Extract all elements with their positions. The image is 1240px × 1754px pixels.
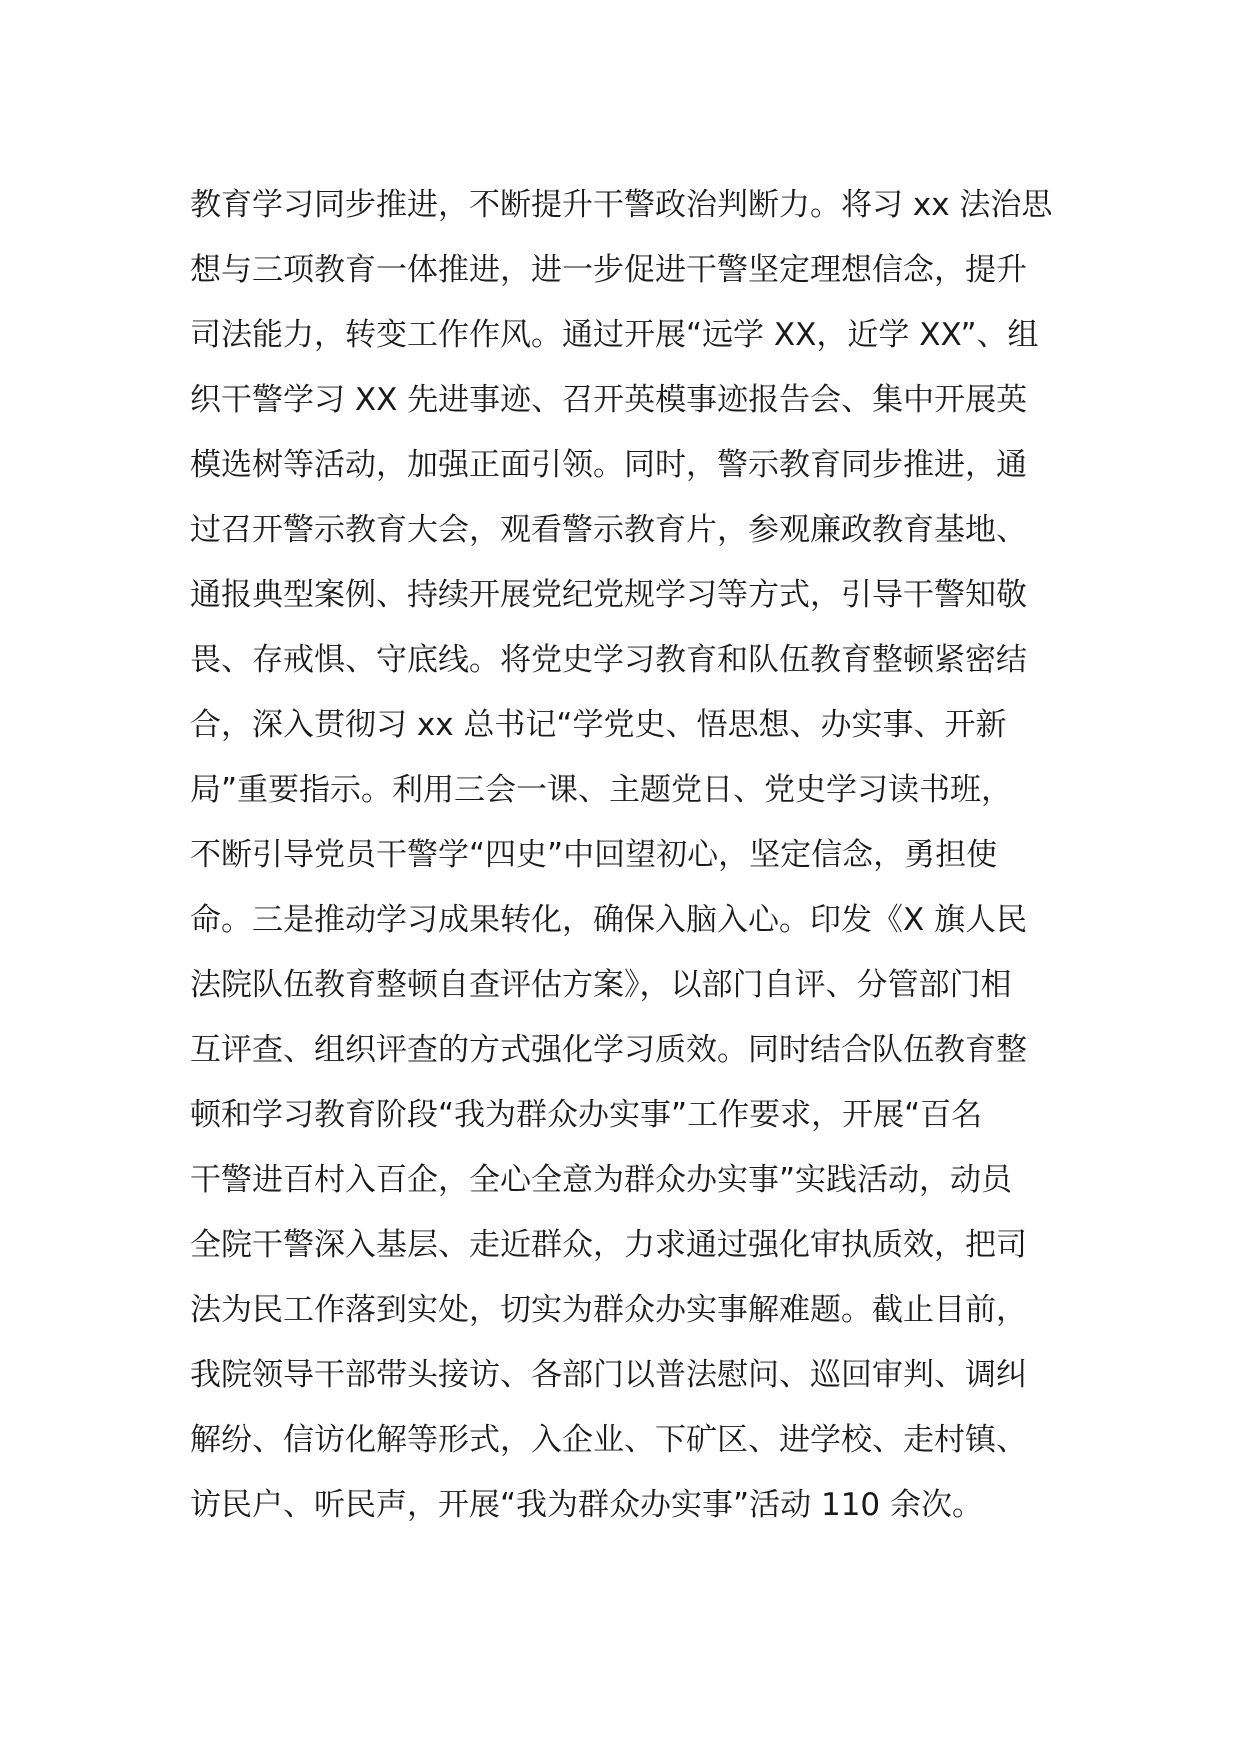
text-line-1: 教育学习同步推进，不断提升干警政治判断力。将习 xx 法治思 [190,187,1053,223]
text-line-2: 想与三项教育一体推进，进一步促进干警坚定理想信念，提升 [190,252,1027,288]
text-line-20: 解纷、信访化解等形式，入企业、下矿区、进学校、走村镇、 [190,1422,1027,1458]
text-line-5: 模选树等活动，加强正面引领。同时，警示教育同步推进，通 [190,447,1027,483]
text-line-12: 命。三是推动学习成果转化，确保入脑入心。印发《X 旗人民 [190,902,1028,938]
text-line-7: 通报典型案例、持续开展党纪党规学习等方式，引导干警知敬 [190,577,1027,613]
text-line-4: 织干警学习 XX 先进事迹、召开英模事迹报告会、集中开展英 [190,382,1028,418]
text-line-6: 过召开警示教育大会，观看警示教育片，参观廉政教育基地、 [190,512,1027,548]
text-line-11: 不断引导党员干警学“四史”中回望初心，坚定信念，勇担使 [190,837,998,873]
text-line-16: 干警进百村入百企，全心全意为群众办实事”实践活动，动员 [190,1162,1013,1198]
text-line-13: 法院队伍教育整顿自查评估方案》，以部门自评、分管部门相 [190,967,1012,1003]
text-line-14: 互评查、组织评查的方式强化学习质效。同时结合队伍教育整 [190,1032,1027,1068]
text-line-8: 畏、存戒惧、守底线。将党史学习教育和队伍教育整顿紧密结 [190,642,1027,678]
text-line-3: 司法能力，转变工作作风。通过开展“远学 XX，近学 XX”、组 [190,317,1039,353]
text-line-18: 法为民工作落到实处，切实为群众办实事解难题。截止目前， [190,1292,1027,1328]
text-line-19: 我院领导干部带头接访、各部门以普法慰问、巡回审判、调纠 [190,1357,1027,1393]
text-line-9: 合，深入贯彻习 xx 总书记“学党史、悟思想、办实事、开新 [190,707,1007,743]
text-line-21: 访民户、听民声，开展“我为群众办实事”活动 110 余次。 [190,1487,983,1523]
text-line-10: 局”重要指示。利用三会一课、主题党日、党史学习读书班， [190,772,1013,808]
text-line-17: 全院干警深入基层、走近群众，力求通过强化审执质效，把司 [190,1227,1027,1263]
body-paragraph [190,173,1070,1538]
text-line-15: 顿和学习教育阶段“我为群众办实事”工作要求，开展“百名 [190,1097,983,1133]
